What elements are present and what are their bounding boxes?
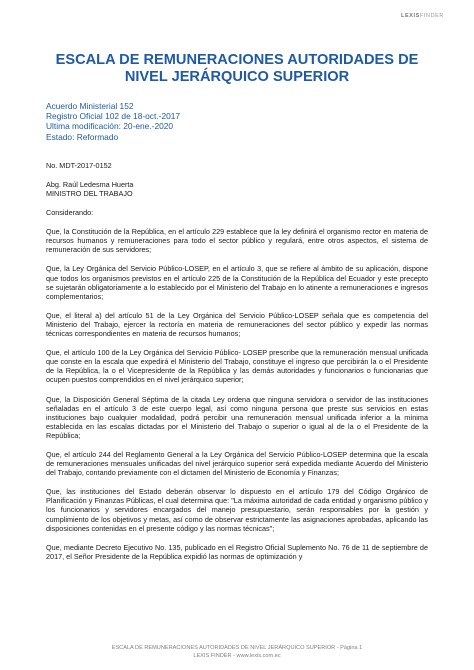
meta-registro-oficial: Registro Oficial 102 de 18-oct.-2017	[46, 111, 181, 122]
document-title-line-2: NIVEL JERÁRQUICO SUPERIOR	[124, 69, 350, 85]
document-number: No. MDT-2017-0152	[46, 160, 112, 170]
meta-estado: Estado: Reformado	[46, 131, 119, 142]
considerando-heading: Considerando:	[46, 208, 94, 218]
document-metadata	[46, 101, 428, 142]
author-organization: MINISTRO DEL TRABAJO	[46, 189, 133, 198]
document-title	[46, 52, 428, 86]
logo-finder-text: FINDER	[419, 13, 444, 19]
paragraph: Que, la Ley Orgánica del Servicio Público-LOSEP, en el artículo 3, que se refiere al ámbito de su aplicación, dispone que todos los organismos previstos en el artículo 225 de la Constitución de la República del Ecuador y este precepto se sujetarán obligatoriamente a lo establecido por el Ministerio del Trabajo en lo atinente a remuneraciones e ingresos complementarios;	[46, 264, 428, 301]
document-title-line-1: ESCALA DE REMUNERACIONES AUTORIDADES DE	[55, 52, 419, 68]
meta-ultima-modificacion: Ultima modificación: 20-ene.-2020	[46, 121, 174, 132]
document-page	[46, 52, 428, 561]
paragraph: Que, la Constitución de la República, en el artículo 229 establece que la ley definirá el organismo rector en materia de recursos humanos y remuneraciones para todo el sector público y regulará, entre otros aspectos, el sistema de remuneración de sus servidores;	[46, 227, 428, 255]
document-body	[46, 161, 428, 561]
paragraph: Que, mediante Decreto Ejecutivo No. 135, publicado en el Registro Oficial Suplemento No. 76 de 11 de septiembre de 2017, el Señor Presidente de la República expidió las normas de optimización y	[46, 542, 428, 561]
paragraph: Que, el literal a) del artículo 51 de la Ley Orgánica del Servicio Público-LOSEP señala que es competencia del Ministerio del Trabajo, ejercer la rectoría en materia de remuneraciones del sector público y expedir las normas técnicas correspondientes en materia de recursos humanos;	[46, 310, 428, 339]
lexis-finder-logo	[401, 13, 444, 19]
paragraph: Que, el artículo 244 del Reglamento General a la Ley Orgánica del Servicio Público-LOSEP determina que la escala de remuneraciones mensuales unificadas del nivel jerárquico superior será expedida mediante Acuerdo del Ministerio del Trabajo, contando previamente con el dictamen del Ministerio de Economía y Finanzas;	[46, 449, 428, 478]
logo-lexis-text: LEXIS	[401, 13, 420, 19]
footer-page-label: ESCALA DE REMUNERACIONES AUTORIDADES DE NIVEL JERÁRQUICO SUPERIOR - Página 1	[111, 645, 363, 651]
paragraph: Que, las instituciones del Estado deberán observar lo dispuesto en el artículo 179 del Código Orgánico de Planificación y Finanzas Públicas, el cual determina que: "La máxima autoridad de cada entidad y organismo público y los funcionarios y servidores encargados del manejo presupuestario, serán responsables por la gestión y cumplimiento de los objetivos y metas, así como de observar estrictamente las asignaciones aprobadas, aplicando las disposiciones contenidas en el presente código y las normas técnicas";	[46, 487, 428, 533]
author-name: Abg. Raúl Ledesma Huerta	[46, 179, 134, 189]
paragraph: Que, la Disposición General Séptima de la citada Ley ordena que ninguna servidora o servidor de las instituciones señaladas en el artículo 3 de este cuerpo legal, así como ninguna persona que preste sus servicios en estas instituciones bajo cualquier modalidad, podrá percibir una remuneración mensual unificada inferior a la mínima establecida en las escalas dictadas por el Ministerio del Trabajo o superior o igual al de la o el Presidente de la República;	[46, 394, 428, 440]
footer-site-label: LEXIS FINDER - www.lexis.com.ec	[193, 653, 281, 659]
paragraph: Que, el artículo 100 de la Ley Orgánica del Servicio Público- LOSEP prescribe que la remuneración mensual unificada que conste en la escala que expedirá el Ministerio del Trabajo, constituye el ingreso que percibirán la o el Presidente de la República, la o el Vicepresidente de la República y las demás autoridades y funcionarios o funcionarias que ocupen puestos comprendidos en el nivel jerárquico superior;	[46, 348, 428, 385]
meta-acuerdo: Acuerdo Ministerial 152	[46, 101, 134, 111]
